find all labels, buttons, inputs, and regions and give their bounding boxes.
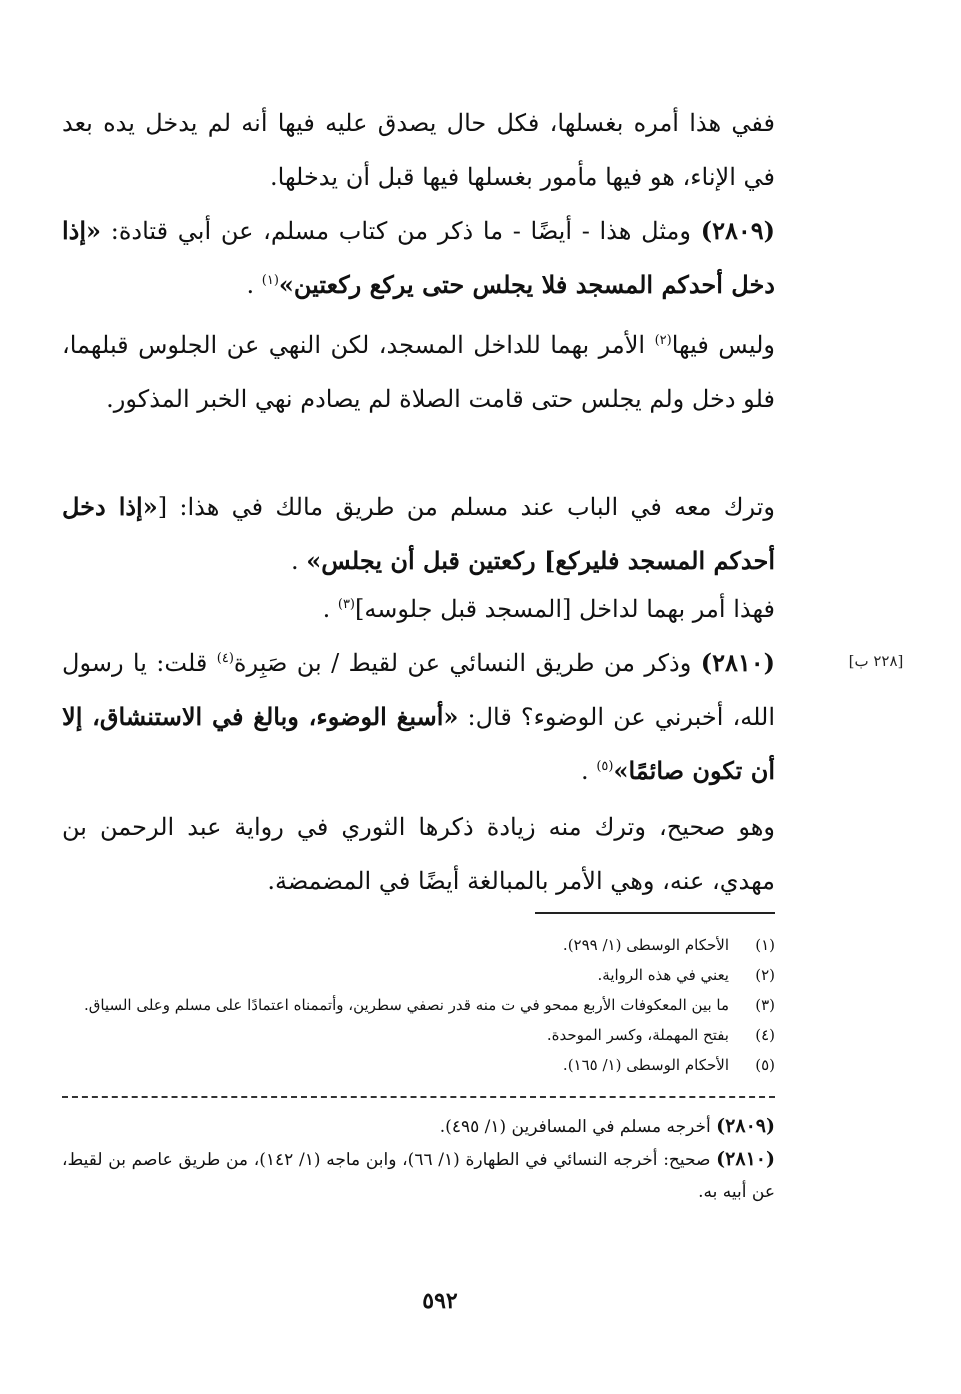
paragraph-hadith-2810 — [62, 636, 775, 798]
footnote-text: بفتح المهملة، وكسر الموحدة. — [546, 1026, 729, 1044]
paragraph-7 — [62, 800, 775, 908]
footnote-item — [83, 990, 775, 1020]
sources-separator — [62, 1096, 775, 1098]
paragraph-tail: . — [322, 595, 331, 623]
paragraph-text: وهو صحيح، وترك منه زيادة ذكرها الثوري في رواية عبد الرحمن بن مهدي، عنه، وهي الأمر بالمبالغة أيضًا في المضمضة. — [62, 813, 775, 895]
source-item — [62, 1110, 775, 1143]
paragraph-lead: وليس فيها — [671, 331, 775, 359]
footnote-item — [90, 960, 775, 990]
paragraph-3 — [62, 318, 775, 426]
footnote-ref: (٣) — [337, 597, 355, 612]
footnote-item — [90, 930, 775, 960]
footnote-item — [90, 1020, 775, 1050]
footnote-text: يعني في هذه الرواية. — [597, 966, 729, 984]
source-item — [62, 1143, 775, 1208]
paragraph-lead: فهذا أمر بهما لداخل [المسجد قبل جلوسه] — [355, 595, 775, 623]
paragraph-mid: قلت: يا رسول الله، أخبرني عن الوضوء؟ قال: — [62, 649, 776, 731]
paragraph-hadith-2809 — [62, 204, 775, 312]
footnote-number: (٤) — [755, 1026, 775, 1044]
footnote-text: الأحكام الوسطى (١/ ٢٩٩). — [562, 936, 729, 954]
footnote-ref: (٢) — [654, 333, 672, 348]
footnote-ref: (١) — [261, 273, 279, 288]
paragraph-text: ففي هذا أمره بغسلها، فكل حال يصدق عليه فيها أنه لم يدخل يده بعد في الإناء، هو فيها مأمور بغسلها فيها قبل أن يدخلها. — [62, 109, 775, 191]
paragraph-lead: وذكر من طريق النسائي عن لقيط / بن صَبِرة — [233, 649, 692, 677]
footnote-number: (٣) — [755, 996, 775, 1014]
hadith-number: (٢٨١٠) — [700, 648, 775, 677]
page-number: ٥٩٢ — [422, 1288, 458, 1314]
footnote-text: ما بين المعكوفات الأربع ممحو في ت منه قدر نصفي سطرين، وأتممناه اعتمادًا على مسلم وعلى السياق. — [83, 996, 729, 1014]
takhrij-sources-list — [62, 1110, 775, 1208]
footnote-item — [90, 1050, 775, 1080]
footnote-ref: (٥) — [596, 759, 614, 774]
paragraph-tail: الأمر بهما للداخل المسجد، لكن النهي عن الجلوس قبلهما، فلو دخل ولم يجلس حتى قامت الصلاة لم يصادم نهي الخبر المذكور. — [62, 331, 775, 413]
hadith-quote: «إذا دخل أحدكم المسجد فليركع] ركعتين قبل أن يجلس» — [62, 492, 775, 575]
paragraph-lead: وترك معه في الباب عند مسلم من طريق مالك في هذا: [ — [157, 493, 776, 521]
footnote-number: (١) — [755, 936, 775, 954]
paragraph-tail: . — [581, 757, 589, 785]
paragraph-tail: . — [291, 547, 299, 575]
paragraph-4 — [62, 480, 775, 588]
paragraph-lead: ومثل هذا - أيضًا - ما ذكر من كتاب مسلم، عن أبي قتادة: — [110, 217, 692, 245]
source-text: صحيح: أخرجه النسائي في الطهارة (١/ ٦٦)، وابن ماجه (١/ ١٤٢)، من طريق عاصم بن لقيط، عن أبيه به. — [62, 1150, 775, 1202]
paragraph-1 — [62, 96, 775, 204]
footnote-ref: (٤) — [216, 651, 234, 666]
source-hadith-number: (٢٨٠٩) — [716, 1115, 775, 1137]
source-hadith-number: (٢٨١٠) — [716, 1148, 775, 1170]
hadith-quote: «إذا دخل أحدكم المسجد فلا يجلس حتى يركع ركعتين» — [62, 216, 775, 299]
hadith-quote: «أسبغ الوضوء، وبالغ في الاستنشاق، إلا أن تكون صائمًا» — [62, 702, 775, 785]
footnote-text: الأحكام الوسطى (١/ ١٦٥). — [562, 1056, 729, 1074]
footnote-separator — [535, 912, 775, 914]
hadith-number: (٢٨٠٩) — [700, 216, 775, 245]
footnotes-list — [83, 930, 775, 1080]
footnote-number: (٥) — [755, 1056, 775, 1074]
source-text: أخرجه مسلم في المسافرين (١/ ٤٩٥). — [439, 1117, 711, 1137]
manuscript-folio-note: [٢٢٨ ب] — [848, 652, 904, 670]
footnote-number: (٢) — [755, 966, 775, 984]
paragraph-tail: . — [246, 271, 255, 299]
paragraph-5 — [62, 582, 775, 636]
